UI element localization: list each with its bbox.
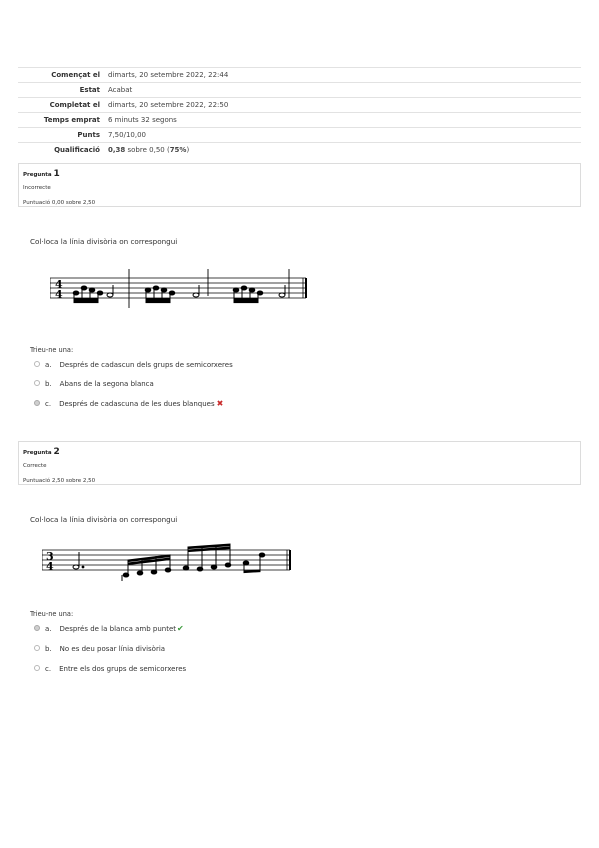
summary-value: Acabat xyxy=(100,83,581,98)
radio-button-selected[interactable] xyxy=(34,625,40,631)
summary-value: 7,50/10,00 xyxy=(100,128,581,143)
option-a[interactable] xyxy=(34,623,184,635)
option-letter: a. xyxy=(45,625,52,633)
summary-label: Estat xyxy=(18,83,100,98)
option-label: Entre els dos grups de semicorxeres xyxy=(59,665,187,673)
option-label: Després de cadascuna de les dues blanques xyxy=(59,400,215,408)
summary-value: 6 minuts 32 segons xyxy=(100,113,581,128)
summary-row xyxy=(18,98,581,113)
option-c[interactable] xyxy=(34,398,223,410)
question-number xyxy=(23,169,60,179)
summary-row xyxy=(18,68,581,83)
summary-row xyxy=(18,128,581,143)
summary-row xyxy=(18,83,581,98)
grade-end: ) xyxy=(186,146,190,154)
svg-text:3: 3 xyxy=(46,550,54,563)
answer-prompt: Trieu-ne una: xyxy=(30,346,74,354)
option-b[interactable] xyxy=(34,378,154,390)
check-icon: ✔ xyxy=(177,624,184,633)
question-number-value: 2 xyxy=(53,447,60,457)
summary-value: dimarts, 20 setembre 2022, 22:44 xyxy=(100,68,581,83)
radio-button[interactable] xyxy=(34,380,40,386)
question-2-info xyxy=(18,441,581,485)
option-letter: c. xyxy=(45,665,52,673)
grade-percent: 75% xyxy=(169,146,187,154)
option-label: No es deu posar línia divisòria xyxy=(59,645,166,653)
radio-button[interactable] xyxy=(34,361,40,367)
question-1-info xyxy=(18,163,581,207)
question-word: Pregunta xyxy=(23,172,52,178)
music-staff-image xyxy=(50,266,310,308)
svg-text:4: 4 xyxy=(55,288,63,301)
question-number-value: 1 xyxy=(53,169,60,179)
summary-label: Qualificació xyxy=(18,143,100,158)
grade-score: 0,38 xyxy=(108,146,126,154)
svg-text:4: 4 xyxy=(55,278,63,291)
question-1-text: Col·loca la línia divisòria on correspongui xyxy=(30,237,178,246)
question-state: Correcte xyxy=(23,463,47,469)
question-2-text: Col·loca la línia divisòria on correspongui xyxy=(30,515,178,524)
radio-button-selected[interactable] xyxy=(34,400,40,406)
summary-row xyxy=(18,113,581,128)
option-letter: b. xyxy=(45,645,52,653)
radio-button[interactable] xyxy=(34,665,40,671)
attempt-summary-table xyxy=(18,67,581,157)
question-grade: Puntuació 0,00 sobre 2,50 xyxy=(23,200,96,206)
radio-button[interactable] xyxy=(34,645,40,651)
summary-label: Punts xyxy=(18,128,100,143)
option-c[interactable] xyxy=(34,663,186,675)
answer-prompt: Trieu-ne una: xyxy=(30,610,74,618)
summary-value xyxy=(100,143,581,158)
question-number xyxy=(23,447,60,457)
option-letter: b. xyxy=(45,380,52,388)
option-letter: c. xyxy=(45,400,52,408)
option-b[interactable] xyxy=(34,643,165,655)
question-state: Incorrecte xyxy=(23,185,51,191)
summary-label: Començat el xyxy=(18,68,100,83)
summary-row xyxy=(18,143,581,158)
cross-icon: ✖ xyxy=(216,399,224,408)
option-label: Després de cadascun dels grups de semicorxeres xyxy=(59,361,233,369)
option-letter: a. xyxy=(45,361,52,369)
summary-label: Completat el xyxy=(18,98,100,113)
summary-value: dimarts, 20 setembre 2022, 22:50 xyxy=(100,98,581,113)
summary-label: Temps emprat xyxy=(18,113,100,128)
svg-text:4: 4 xyxy=(46,560,54,573)
grade-mid: sobre 0,50 ( xyxy=(125,146,170,154)
option-label: Després de la blanca amb puntet xyxy=(59,625,177,633)
option-label: Abans de la segona blanca xyxy=(59,380,154,388)
music-staff-image xyxy=(42,538,294,584)
question-grade: Puntuació 2,50 sobre 2,50 xyxy=(23,478,96,484)
option-a[interactable] xyxy=(34,359,233,371)
question-word: Pregunta xyxy=(23,450,52,456)
